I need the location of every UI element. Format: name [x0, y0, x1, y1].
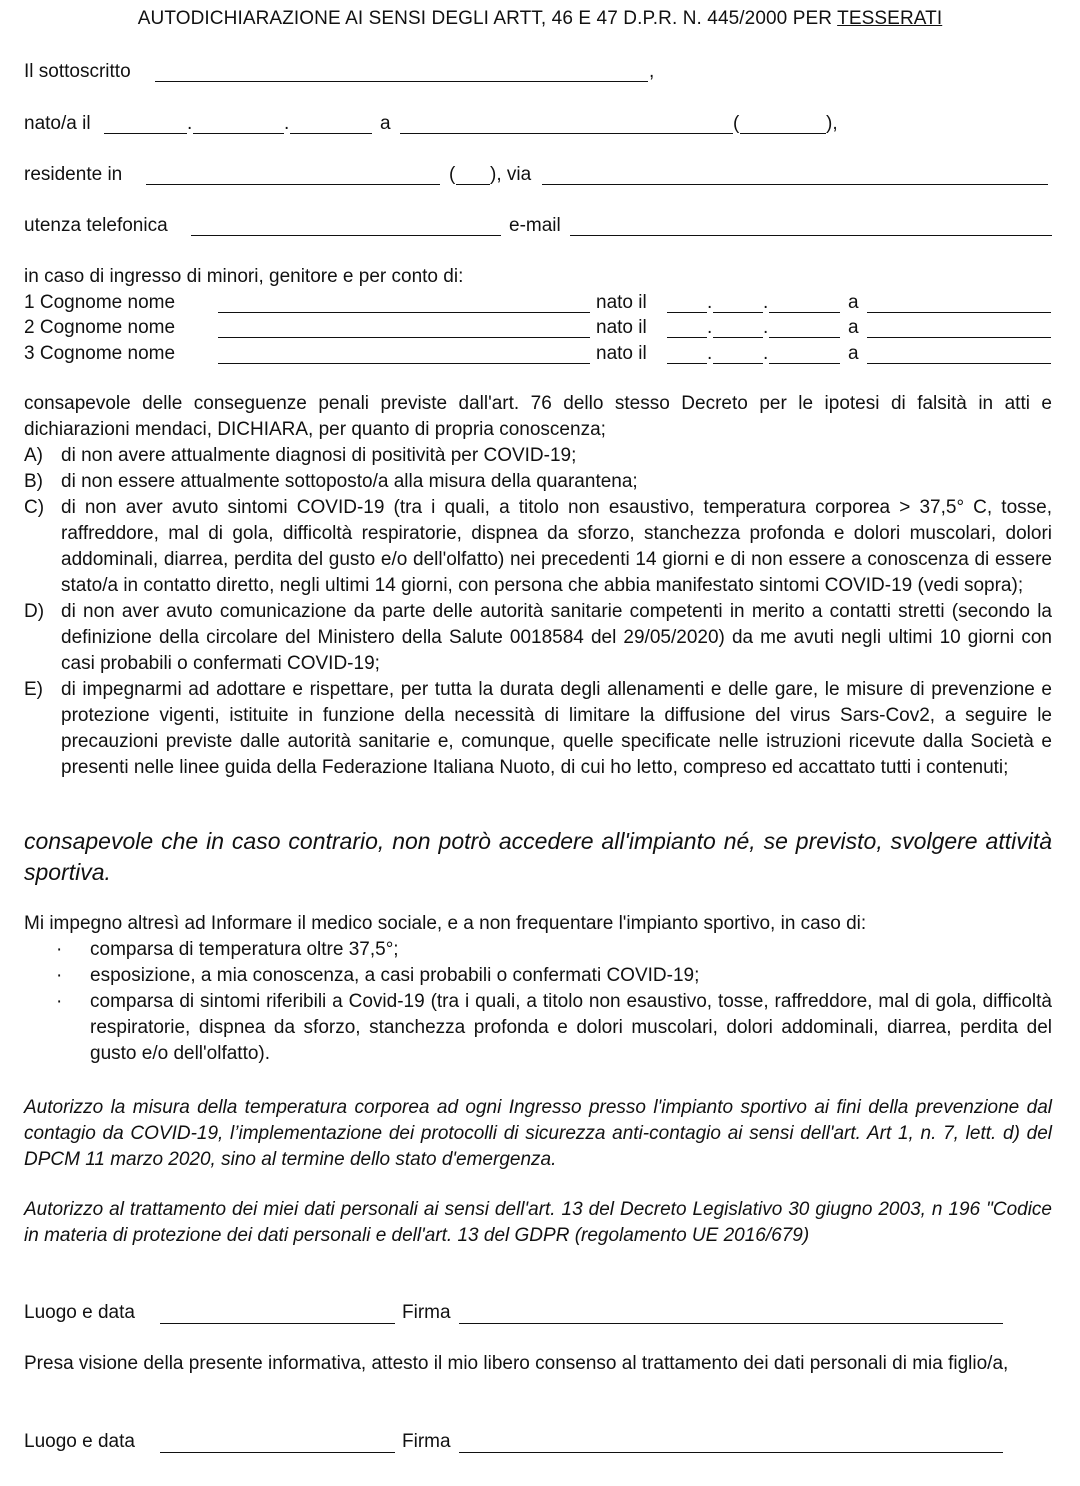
item-text: di non aver avuto sintomi COVID-19 (tra i quali, a titolo non esaustivo, temperatura corporea > 37,5° C, tosse, raffreddore, mal di gola, difficoltà respiratorie, dispnea da sforzo, stanchezza profonda e dolori muscolari, dolori addominali, diarrea, perdita del gusto e/o dell'olfatto) nei precedenti 14 giorni e di non essere a conoscenza di essere stato/a in contatto diretto, negli ultimi 14 giorni, con persona che abbia manifestato sintomi COVID-19 (vedi sopra); — [61, 497, 1052, 596]
item-marker: C) — [24, 497, 45, 518]
signature-label: Firma — [402, 1431, 451, 1452]
minor-3-place-label: a — [848, 343, 859, 364]
minor-1-day-field[interactable] — [667, 312, 707, 313]
phone-label: utenza telefonica — [24, 215, 168, 236]
bullet: · — [56, 991, 63, 1012]
bullet: · — [56, 939, 63, 960]
signature-field[interactable] — [459, 1323, 1003, 1324]
birth-day-field[interactable] — [104, 133, 187, 134]
consent-statement: Presa visione della presente informativa, attesto il mio libero consenso al trattamento dei dati personali di mia figlio/a, — [24, 1353, 1009, 1374]
item-text: di impegnarmi ad adottare e rispettare, per tutta la durata degli allenamenti e delle gare, le misure di prevenzione e protezione vigenti, istituite in funzione della necessità di limitare la diffusione del virus Sars-Cov2, a seguire le precauzioni previste dalle autorità sanitarie e, comunque, quelle specificate nelle istruzioni ricevute dalla Società e presenti nelle linee guida della Federazione Italiana Nuoto, di cui ho letto, compreso ed accattato tutti i contenuti; — [61, 679, 1052, 778]
street-label: ), via — [490, 164, 532, 185]
item-marker: A) — [24, 445, 43, 466]
declaration-item — [24, 469, 1052, 495]
minor-1-year-field[interactable] — [769, 312, 840, 313]
minor-2-place-label: a — [848, 317, 859, 338]
commitment-item — [24, 963, 1052, 989]
place-date-field[interactable] — [160, 1323, 395, 1324]
minor-1-month-field[interactable] — [713, 312, 763, 313]
declaration-item — [24, 599, 1052, 677]
consequence-statement: consapevole che in caso contrario, non potrò accedere all'impianto né, se previsto, svolgere attività sportiva. — [24, 828, 1052, 885]
commitment-text: comparsa di temperatura oltre 37,5°; — [90, 939, 399, 960]
minor-3-label: 3 Cognome nome — [24, 343, 176, 364]
minor-1-place-label: a — [848, 292, 859, 313]
date-dot: . — [707, 317, 713, 338]
item-marker: B) — [24, 471, 43, 492]
commitment-item — [24, 937, 1052, 963]
phone-field[interactable] — [191, 235, 501, 236]
form-title — [0, 8, 1080, 30]
minor-2-place-field[interactable] — [867, 337, 1051, 338]
declaration-intro: consapevole delle conseguenze penali previste dall'art. 76 dello stesso Decreto per le ipotesi di falsità in atti e dichiarazioni mendaci, DICHIARA, per quanto di propria conoscenza; — [24, 393, 1052, 440]
temperature-authorization: Autorizzo la misura della temperatura corporea ad ogni Ingresso presso l'impianto sportivo ai fini della prevenzione dal contagio da COVID-19, l’implementazione dei protocolli di sicurezza anti-contagio ai sensi dell'art. Art 1, n. 7, lett. d) del DPCM 11 marzo 2020, sino al termine dello stato d'emergenza. — [24, 1097, 1052, 1170]
date-dot: . — [284, 113, 290, 134]
item-text: di non avere attualmente diagnosi di positività per COVID-19; — [61, 445, 577, 466]
minor-2-day-field[interactable] — [667, 337, 707, 338]
minor-3-name-field[interactable] — [218, 363, 590, 364]
commitment-text: esposizione, a mia conoscenza, a casi probabili o confermati COVID-19; — [90, 965, 700, 986]
item-text: di non essere attualmente sottoposto/a alla misura della quarantena; — [61, 471, 638, 492]
email-label: e-mail — [509, 215, 561, 236]
minor-2-year-field[interactable] — [769, 337, 840, 338]
date-dot: . — [707, 292, 713, 313]
undersigned-name-field[interactable] — [155, 81, 648, 82]
birth-place-label: a — [380, 113, 391, 134]
commitment-item — [24, 989, 1052, 1067]
minor-1-born-label: nato il — [596, 292, 647, 313]
title-main: AUTODICHIARAZIONE AI SENSI DEGLI ARTT, 46 E 47 D.P.R. N. 445/2000 PER — [137, 8, 833, 29]
minor-2-month-field[interactable] — [713, 337, 763, 338]
item-marker: E) — [24, 679, 43, 700]
birth-year-field[interactable] — [290, 133, 372, 134]
privacy-authorization: Autorizzo al trattamento dei miei dati personali ai sensi dell'art. 13 del Decreto Legislativo 30 giugno 2003, n 196 "Codice in materia di protezione dei dati personali e dell'art. 13 del GDPR (regolamento UE 2016/679) — [24, 1199, 1052, 1246]
minor-3-born-label: nato il — [596, 343, 647, 364]
date-dot: . — [763, 292, 769, 313]
date-dot: . — [707, 343, 713, 364]
item-text: di non aver avuto comunicazione da parte delle autorità sanitarie competenti in merito a contatti stretti (secondo la definizione della circolare del Ministero della Salute 0018584 del 29/05/2020) da me avuti negli ultimi 10 giorni con casi probabili o confermati COVID-19; — [61, 601, 1052, 674]
commitment-intro: Mi impegno altresì ad Informare il medico sociale, e a non frequentare l'impianto sportivo, in caso di: — [24, 913, 867, 934]
residence-street-field[interactable] — [542, 184, 1048, 185]
residence-label: residente in — [24, 164, 123, 185]
birth-date-label: nato/a il — [24, 113, 91, 134]
paren-open: ( — [449, 164, 456, 185]
minor-1-place-field[interactable] — [867, 312, 1051, 313]
place-date-label: Luogo e data — [24, 1431, 135, 1452]
birth-month-field[interactable] — [193, 133, 284, 134]
undersigned-label: Il sottoscritto — [24, 61, 131, 82]
undersigned-comma: , — [649, 61, 655, 82]
title-underlined: TESSERATI — [837, 8, 943, 29]
commitment-list — [24, 937, 1052, 1067]
email-field[interactable] — [570, 235, 1052, 236]
minor-3-day-field[interactable] — [667, 363, 707, 364]
declaration-item — [24, 677, 1052, 781]
birth-province-field[interactable] — [740, 133, 826, 134]
signature-field-2[interactable] — [459, 1452, 1003, 1453]
minor-2-label: 2 Cognome nome — [24, 317, 176, 338]
place-date-label: Luogo e data — [24, 1302, 135, 1323]
minor-1-name-field[interactable] — [218, 312, 590, 313]
declaration-list — [24, 443, 1052, 781]
minors-intro: in caso di ingresso di minori, genitore e per conto di: — [24, 266, 464, 287]
residence-province-field[interactable] — [456, 184, 490, 185]
bullet: · — [56, 965, 63, 986]
residence-city-field[interactable] — [146, 184, 440, 185]
signature-label: Firma — [402, 1302, 451, 1323]
date-dot: . — [763, 317, 769, 338]
minor-1-label: 1 Cognome nome — [24, 292, 176, 313]
minor-3-month-field[interactable] — [713, 363, 763, 364]
minor-2-name-field[interactable] — [218, 337, 590, 338]
declaration-item — [24, 495, 1052, 599]
minor-2-born-label: nato il — [596, 317, 647, 338]
minor-3-year-field[interactable] — [769, 363, 840, 364]
item-marker: D) — [24, 601, 45, 622]
commitment-text: comparsa di sintomi riferibili a Covid-19 (tra i quali, a titolo non esaustivo, tosse, raffreddore, mal di gola, difficoltà respiratorie, dispnea da sforzo, stanchezza profonda e dolori muscolari, dolori addominali, diarrea, perdita del gusto e/o dell'olfatto). — [90, 991, 1052, 1064]
date-dot: . — [187, 113, 193, 134]
declaration-item — [24, 443, 1052, 469]
paren-open: ( — [733, 113, 740, 134]
birth-place-field[interactable] — [400, 133, 733, 134]
paren-close: ), — [826, 113, 838, 134]
date-dot: . — [763, 343, 769, 364]
minor-3-place-field[interactable] — [867, 363, 1051, 364]
place-date-field-2[interactable] — [160, 1452, 395, 1453]
